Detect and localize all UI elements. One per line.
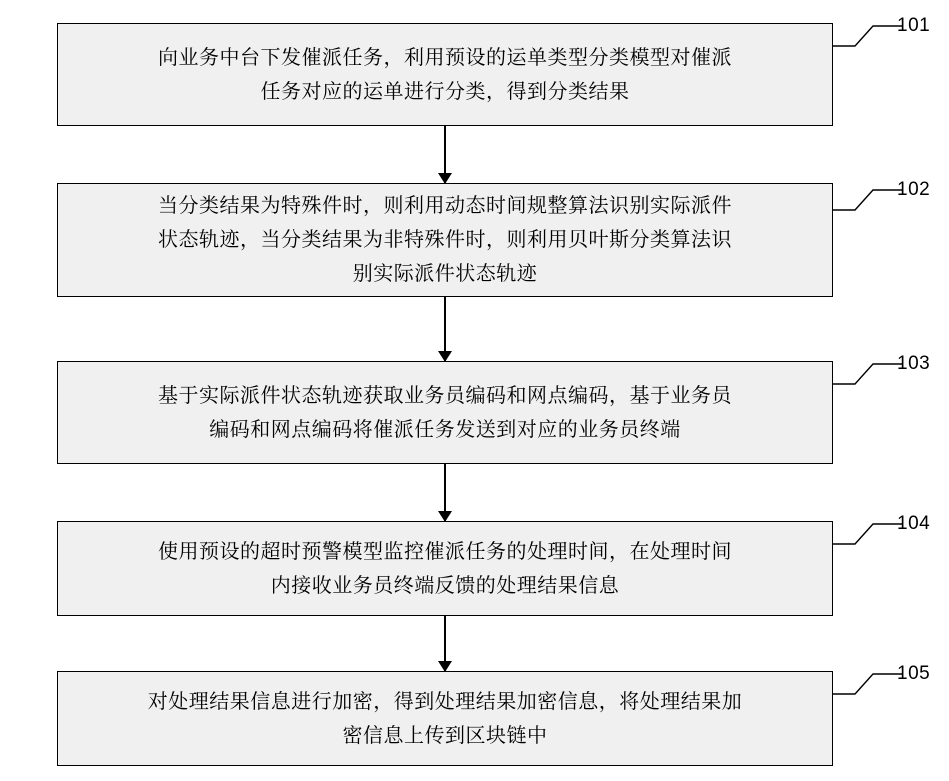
flow-step-104 [57,521,833,616]
ref-leader-102 [833,184,903,210]
connector-103-104 [444,464,446,521]
ref-label-103: 103 [897,353,931,374]
connector-101-102 [444,126,446,183]
ref-label-104: 104 [897,513,931,534]
flow-step-101 [57,23,833,126]
connector-102-103 [444,297,446,361]
ref-label-102: 102 [897,179,931,200]
connector-104-105 [444,616,446,671]
flow-step-101-text: 向业务中台下发催派任务，利用预设的运单类型分类模型对催派 任务对应的运单进行分类，得到分类结果 [158,46,732,103]
ref-leader-104 [833,518,903,544]
flow-step-105 [57,671,833,766]
ref-leader-101 [833,20,903,46]
flow-step-105-text: 对处理结果信息进行加密，得到处理结果加密信息，将处理结果加 密信息上传到区块链中 [147,690,743,747]
ref-label-105: 105 [897,663,931,684]
flow-step-103 [57,361,833,464]
flow-step-104-text: 使用预设的超时预警模型监控催派任务的处理时间，在处理时间 内接收业务员终端反馈的处理结果信息 [158,540,732,597]
flow-step-103-text: 基于实际派件状态轨迹获取业务员编码和网点编码，基于业务员 编码和网点编码将催派任务发送到对应的业务员终端 [158,384,732,441]
ref-leader-103 [833,358,903,384]
ref-label-101: 101 [897,15,931,36]
flow-step-102 [57,183,833,297]
ref-leader-105 [833,668,903,694]
flow-step-102-text: 当分类结果为特殊件时，则利用动态时间规整算法识别实际派件 状态轨迹，当分类结果为非特殊件时，则利用贝叶斯分类算法识 别实际派件状态轨迹 [158,195,732,285]
